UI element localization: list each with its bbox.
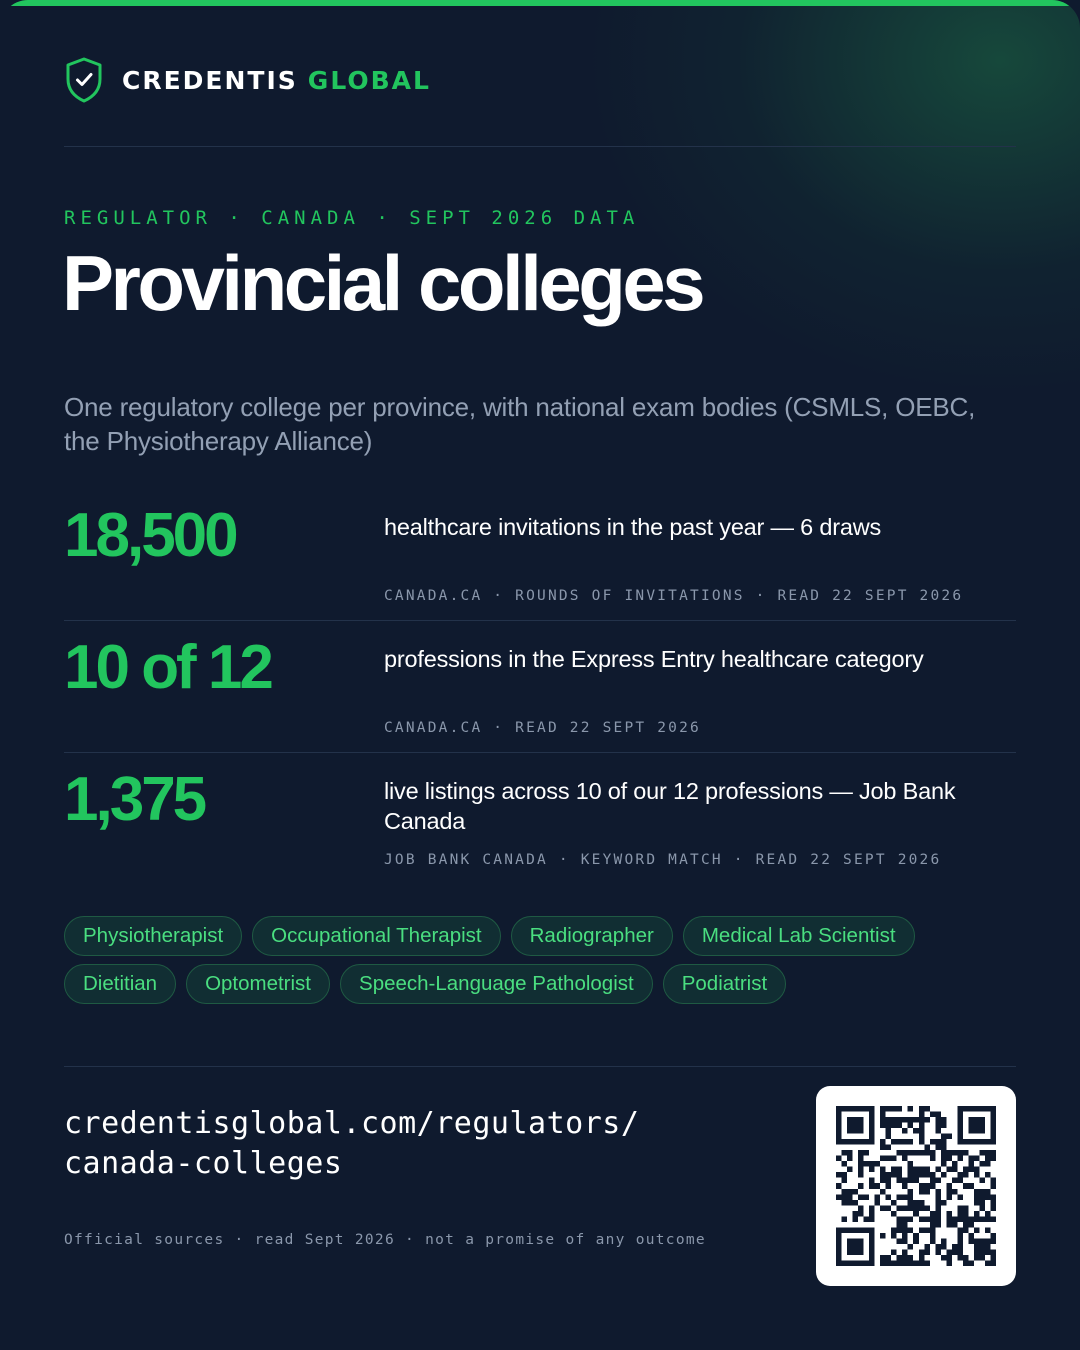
header-divider bbox=[64, 146, 1016, 147]
profession-tag[interactable]: Occupational Therapist bbox=[252, 916, 500, 956]
stat-description: professions in the Express Entry healthcare category bbox=[384, 646, 924, 672]
stat-value: 1,375 bbox=[64, 765, 205, 834]
footer-divider bbox=[64, 1066, 1016, 1067]
stat-source: CANADA.CA · READ 22 SEPT 2026 bbox=[384, 720, 701, 736]
profession-tag[interactable]: Dietitian bbox=[64, 964, 176, 1004]
qr-code-icon bbox=[836, 1106, 996, 1266]
page-title: Provincial colleges bbox=[62, 239, 703, 327]
shield-check-icon bbox=[64, 56, 104, 104]
stat-description: healthcare invitations in the past year — 6 draws bbox=[384, 514, 882, 540]
page-url[interactable] bbox=[64, 1104, 639, 1184]
profession-tag[interactable]: Podiatrist bbox=[663, 964, 786, 1004]
brand-header bbox=[64, 56, 431, 104]
profession-tag[interactable]: Radiographer bbox=[511, 916, 673, 956]
profession-tag[interactable]: Speech-Language Pathologist bbox=[340, 964, 653, 1004]
qr-code[interactable] bbox=[816, 1086, 1016, 1286]
brand-accent: GLOBAL bbox=[307, 65, 431, 95]
profession-tag[interactable]: Medical Lab Scientist bbox=[683, 916, 915, 956]
fineprint: Official sources · read Sept 2026 · not a promise of any outcome bbox=[64, 1232, 706, 1248]
stat-divider bbox=[64, 752, 1016, 753]
stat-description: live listings across 10 of our 12 professions — Job Bank Canada bbox=[384, 778, 956, 834]
page-subtitle: One regulatory college per province, with national exam bodies (CSMLS, OEBC, the Physiotherapy Alliance) bbox=[64, 392, 976, 456]
url-line: canada-colleges bbox=[64, 1146, 343, 1181]
stat-source: JOB BANK CANADA · KEYWORD MATCH · READ 22 SEPT 2026 bbox=[384, 852, 942, 868]
stat-row bbox=[64, 500, 1016, 620]
profession-tag[interactable]: Optometrist bbox=[186, 964, 330, 1004]
stat-divider bbox=[64, 620, 1016, 621]
brand-name: CREDENTIS GLOBAL bbox=[122, 65, 431, 95]
url-line: credentisglobal.com/regulators/ bbox=[64, 1106, 640, 1141]
profession-tag[interactable]: Physiotherapist bbox=[64, 916, 242, 956]
stat-value: 10 of 12 bbox=[64, 633, 271, 702]
stat-value: 18,500 bbox=[64, 501, 236, 570]
stat-row bbox=[64, 764, 1016, 884]
stat-source: CANADA.CA · ROUNDS OF INVITATIONS · READ 22 SEPT 2026 bbox=[384, 588, 964, 604]
eyebrow-label: REGULATOR · CANADA · SEPT 2026 DATA bbox=[64, 207, 640, 229]
stat-row bbox=[64, 632, 1016, 752]
profession-tags bbox=[64, 916, 1016, 1004]
accent-bar bbox=[0, 0, 1080, 6]
